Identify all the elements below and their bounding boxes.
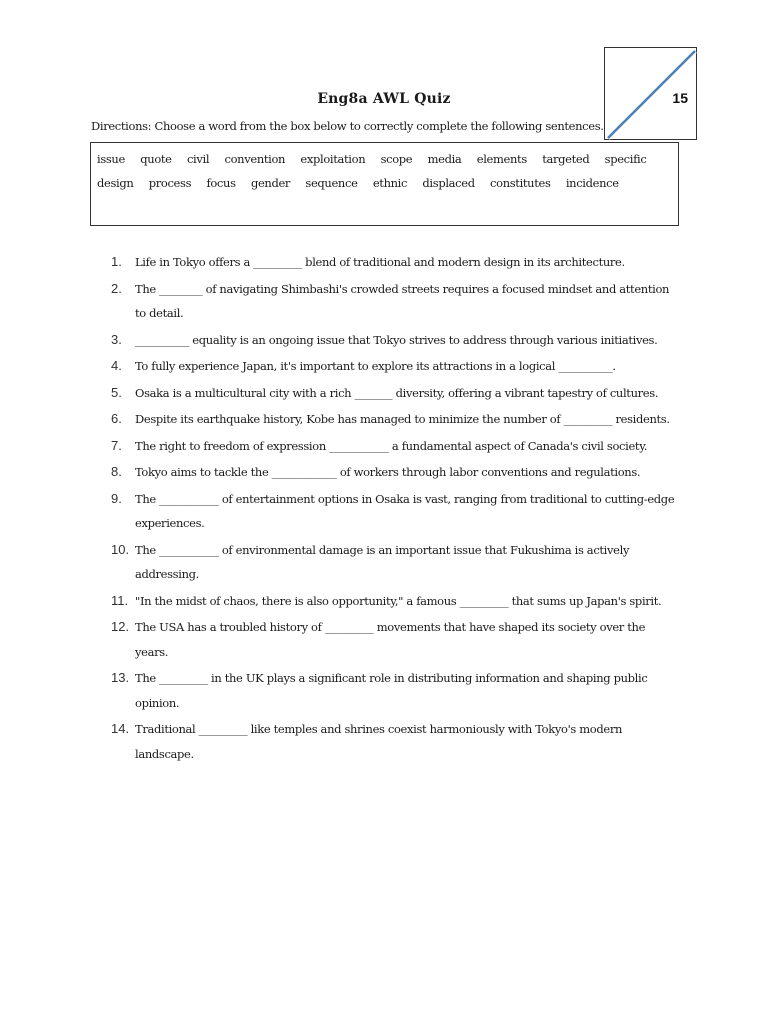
word-bank-item: displaced	[422, 175, 475, 190]
question-number: 1.	[111, 254, 122, 269]
word-bank-item: quote	[140, 152, 172, 166]
score-value: 15	[672, 90, 688, 106]
word-bank-box	[90, 142, 679, 226]
question-number: 9.	[111, 490, 122, 506]
question-text: The _________ in the UK plays a significant role in distributing information and shaping public opinion.	[135, 671, 648, 710]
question-item	[111, 250, 677, 275]
question-number: 2.	[111, 280, 122, 296]
word-bank-item: exploitation	[300, 152, 366, 166]
question-text: "In the midst of chaos, there is also opportunity," a famous _________ that sums up Japan's spirit.	[135, 593, 662, 608]
question-number: 11.	[111, 592, 129, 608]
question-item	[111, 407, 677, 432]
question-number: 8.	[111, 464, 122, 479]
page-title: Eng8a AWL Quiz	[317, 91, 451, 107]
question-text: The right to freedom of expression ___________ a fundamental aspect of Canada's civil society.	[135, 438, 648, 453]
word-bank-item: sequence	[305, 175, 358, 190]
question-number: 14.	[111, 721, 130, 736]
word-bank-item: media	[427, 152, 462, 166]
question-item	[111, 538, 677, 587]
question-number: 7.	[111, 437, 122, 453]
word-bank-item: gender	[250, 175, 291, 190]
question-number: 5.	[111, 384, 122, 400]
word-bank-item: issue	[97, 152, 125, 166]
question-item	[111, 381, 677, 406]
question-item	[111, 589, 677, 614]
question-text: Osaka is a multicultural city with a rich _______ diversity, offering a vibrant tapestry of cultures.	[135, 385, 659, 400]
question-item	[111, 460, 677, 485]
question-text: Traditional _________ like temples and shrines coexist harmoniously with Tokyo's modern landscape.	[135, 722, 623, 761]
question-text: The USA has a troubled history of _________ movements that have shaped its society over the years.	[135, 620, 646, 659]
question-number: 13.	[111, 670, 130, 685]
question-text: Despite its earthquake history, Kobe has managed to minimize the number of _________ residents.	[135, 412, 670, 426]
word-bank-item: process	[148, 175, 192, 190]
question-number: 3.	[111, 331, 122, 347]
word-bank-item: focus	[206, 175, 236, 190]
word-bank-item: incidence	[565, 175, 619, 190]
word-bank-item: elements	[476, 152, 527, 166]
question-item	[111, 277, 677, 326]
word-bank-item: ethnic	[372, 175, 408, 190]
question-list	[111, 250, 677, 768]
question-item	[111, 615, 677, 664]
question-text: To fully experience Japan, it's important to explore its attractions in a logical __________.	[135, 359, 616, 373]
question-item	[111, 666, 677, 715]
question-text: The ________ of navigating Shimbashi's crowded streets requires a focused mindset and attention to detail.	[135, 281, 670, 320]
question-text: Life in Tokyo offers a _________ blend of traditional and modern design in its architecture.	[135, 255, 625, 269]
question-item	[111, 354, 677, 379]
word-bank-item: civil	[186, 152, 210, 166]
question-number: 4.	[111, 358, 122, 373]
word-bank-item: convention	[224, 152, 286, 166]
word-bank-item: specific	[604, 152, 647, 166]
word-bank-item: scope	[380, 152, 413, 166]
question-text: The ___________ of environmental damage is an important issue that Fukushima is actively addressing.	[135, 542, 630, 581]
question-item	[111, 328, 677, 353]
question-item	[111, 434, 677, 459]
question-number: 6.	[111, 411, 122, 426]
question-item	[111, 487, 677, 536]
question-item	[111, 717, 677, 766]
word-bank-item: targeted	[542, 152, 590, 166]
question-text: Tokyo aims to tackle the ____________ of workers through labor conventions and regulations.	[135, 465, 641, 479]
question-text: __________ equality is an ongoing issue that Tokyo strives to address through various initiatives.	[135, 332, 658, 347]
question-text: The ___________ of entertainment options in Osaka is vast, ranging from traditional to cutting-edge experiences.	[135, 491, 675, 530]
word-bank-item: design	[97, 175, 134, 190]
question-number: 12.	[111, 619, 130, 634]
question-number: 10.	[111, 541, 130, 557]
directions-text: Directions: Choose a word from the box below to correctly complete the following sentences.	[91, 119, 604, 133]
word-bank-item: constitutes	[490, 175, 551, 190]
